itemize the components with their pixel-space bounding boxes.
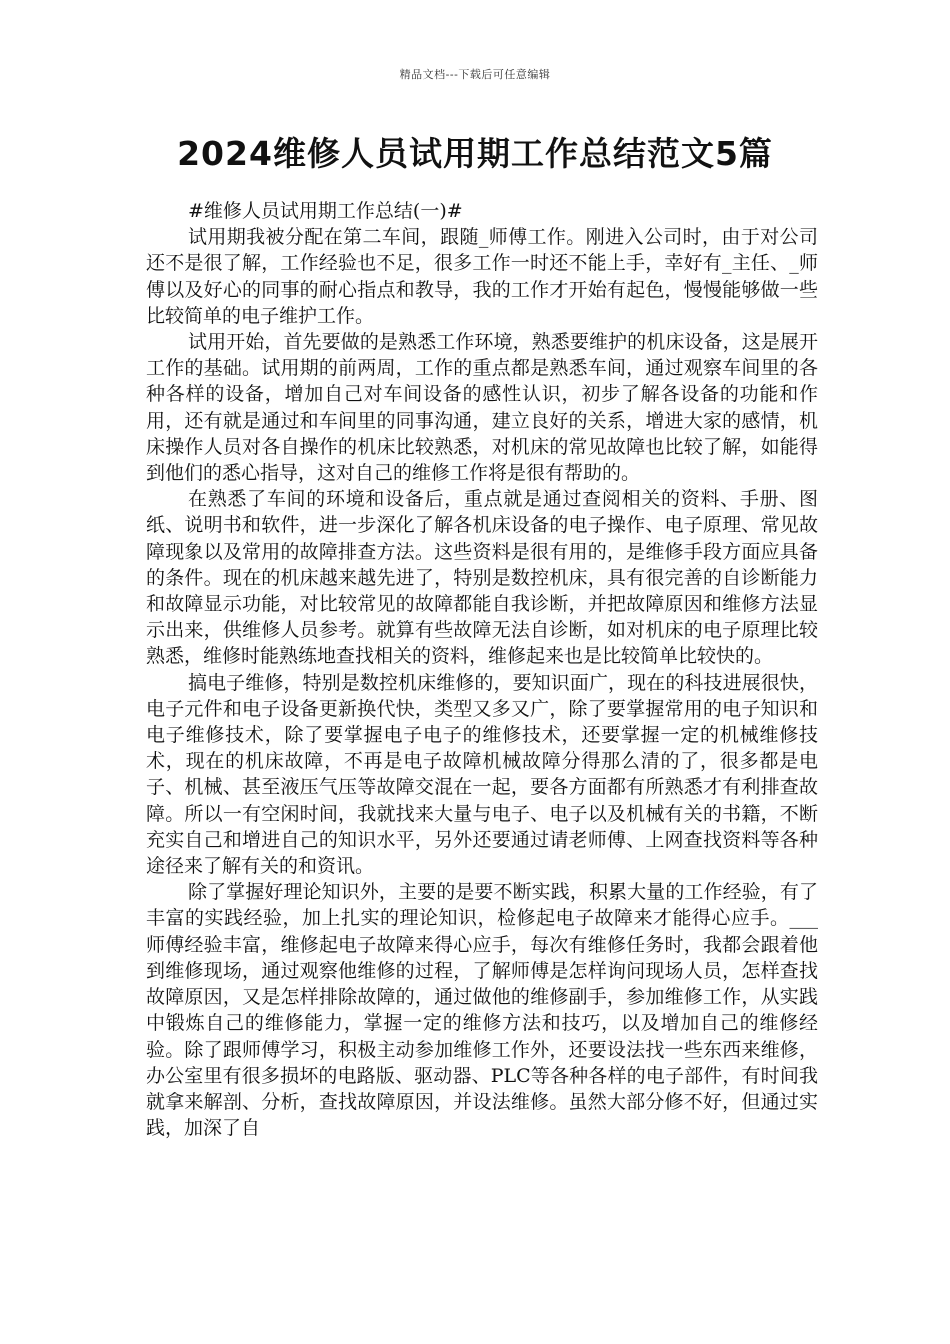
- paragraph: 除了掌握好理论知识外，主要的是要不断实践，积累大量的工作经验，有了丰富的实践经验，加上扎实的理论知识，检修起电子故障来才能得心应手。___师傅经验丰富，维修起电子故障来得心应手，每次有维修任务时，我都会跟着他到维修现场，通过观察他维修的过程，了解师傅是怎样询问现场人员，怎样查找故障原因，又是怎样排除故障的，通过做他的维修副手，参加维修工作，从实践中锻炼自己的维修能力，掌握一定的维修方法和技巧，以及增加自己的维修经验。除了跟师傅学习，积极主动参加维修工作外，还要设法找一些东西来维修，办公室里有很多损坏的电路版、驱动器、PLC等各种各样的电子部件，有时间我就拿来解剖、分析，查找故障原因，并设法维修。虽然大部分修不好，但通过实践，加深了自: [146, 881, 818, 1140]
- section-heading: #维修人员试用期工作总结(一)#: [188, 200, 463, 222]
- paragraph: 试用期我被分配在第二车间，跟随_师傅工作。刚进入公司时，由于对公司还不是很了解，工作经验也不足，很多工作一时还不能上手，幸好有_主任、_师傅以及好心的同事的耐心指点和教导，我的工作才开始有起色，慢慢能够做一些比较简单的电子维护工作。: [146, 226, 818, 327]
- paragraph: 搞电子维修，特别是数控机床维修的，要知识面广，现在的科技进展很快，电子元件和电子设备更新换代快，类型又多又广，除了要掌握常用的电子知识和电子维修技术，除了要掌握电子电子的维修技术，还要掌握一定的机械维修技术，现在的机床故障，不再是电子故障机械故障分得那么清的了，很多都是电子、机械、甚至液压气压等故障交混在一起，要各方面都有所熟悉才有利排查故障。所以一有空闲时间，我就找来大量与电子、电子以及机械有关的书籍，不断充实自己和增进自己的知识水平，另外还要通过请老师傅、上网查找资料等各种途径来了解有关的和资讯。: [146, 671, 818, 878]
- document-body: [146, 198, 818, 1141]
- paragraph: 试用开始，首先要做的是熟悉工作环境，熟悉要维护的机床设备，这是展开工作的基础。试用期的前两周，工作的重点都是熟悉车间，通过观察车间里的各种各样的设备，增加自己对车间设备的感性认识，初步了解各设备的功能和作用，还有就是通过和车间里的同事沟通，建立良好的关系，增进大家的感情，机床操作人员对各自操作的机床比较熟悉，对机床的常见故障也比较了解，如能得到他们的悉心指导，这对自己的维修工作将是很有帮助的。: [146, 331, 818, 485]
- header-note: 精品文档---下载后可任意编辑: [399, 68, 551, 81]
- paragraph: 在熟悉了车间的环境和设备后，重点就是通过查阅相关的资料、手册、图纸、说明书和软件，进一步深化了解各机床设备的电子操作、电子原理、常见故障现象以及常用的故障排查方法。这些资料是很有用的，是维修手段方面应具备的条件。现在的机床越来越先进了，特别是数控机床，具有很完善的自诊断能力和故障显示功能，对比较常见的故障都能自我诊断，并把故障原因和维修方法显示出来，供维修人员参考。就算有些故障无法自诊断，如对机床的电子原理比较熟悉，维修时能熟练地查找相关的资料，维修起来也是比较简单比较快的。: [146, 488, 818, 668]
- document-title: 2024维修人员试用期工作总结范文5篇: [177, 134, 773, 173]
